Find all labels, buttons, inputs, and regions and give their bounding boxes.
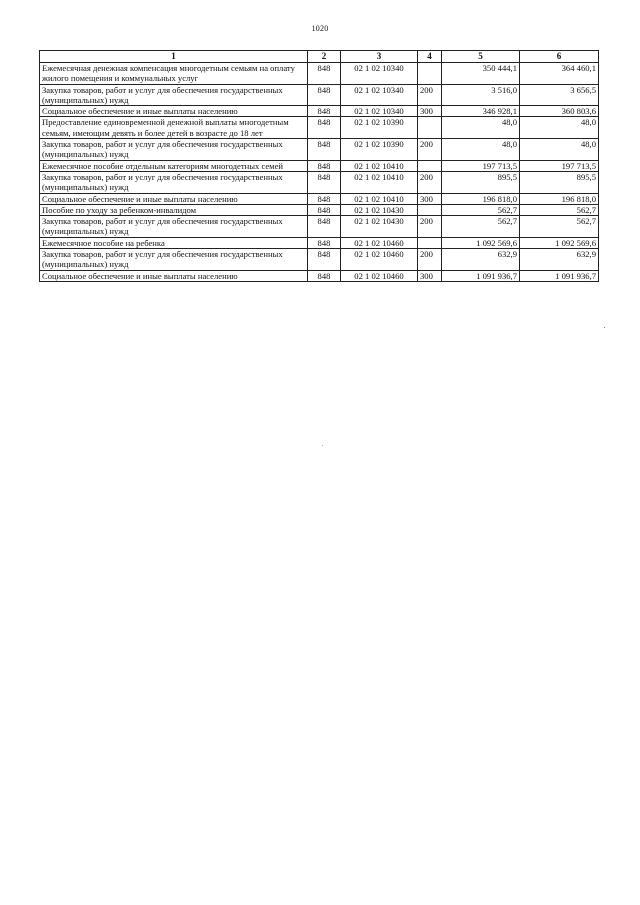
- page-number: 1020: [311, 24, 329, 33]
- column-header-2: 2: [308, 51, 341, 63]
- row-amount-6: 1 091 936,7: [520, 270, 599, 281]
- row-code-3: 02 1 02 10410: [341, 171, 418, 193]
- row-amount-6: 196 818,0: [520, 193, 599, 204]
- table-row: [40, 249, 599, 271]
- row-code-4: 200: [418, 84, 442, 106]
- column-header-5: 5: [442, 51, 520, 63]
- row-code-4: 200: [418, 139, 442, 161]
- row-code-2: 848: [308, 117, 341, 139]
- row-amount-6: 562,7: [520, 216, 599, 238]
- row-amount-6: 364 460,1: [520, 63, 599, 85]
- row-amount-6: 360 803,6: [520, 106, 599, 117]
- row-code-4: [418, 160, 442, 171]
- row-amount-5: 346 928,1: [442, 106, 520, 117]
- column-header-1: 1: [40, 51, 308, 63]
- row-code-4: [418, 237, 442, 248]
- row-code-2: 848: [308, 106, 341, 117]
- row-code-4: 300: [418, 270, 442, 281]
- row-amount-6: 48,0: [520, 117, 599, 139]
- row-amount-6: 48,0: [520, 139, 599, 161]
- row-amount-5: 196 818,0: [442, 193, 520, 204]
- table-header-row: [40, 51, 599, 63]
- row-amount-5: 562,7: [442, 216, 520, 238]
- row-amount-6: 197 713,5: [520, 160, 599, 171]
- row-code-2: 848: [308, 171, 341, 193]
- row-code-2: 848: [308, 237, 341, 248]
- row-name: Пособие по уходу за ребенком-инвалидом: [40, 204, 308, 215]
- row-code-4: 200: [418, 171, 442, 193]
- row-code-3: 02 1 02 10460: [341, 270, 418, 281]
- row-amount-5: 895,5: [442, 171, 520, 193]
- row-code-3: 02 1 02 10430: [341, 204, 418, 215]
- row-name: Закупка товаров, работ и услуг для обеспечения государственных (муниципальных) нужд: [40, 249, 308, 271]
- row-amount-6: 1 092 569,6: [520, 237, 599, 248]
- row-amount-5: 48,0: [442, 139, 520, 161]
- table-row: [40, 193, 599, 204]
- row-code-4: 200: [418, 249, 442, 271]
- row-name: Закупка товаров, работ и услуг для обеспечения государственных (муниципальных) нужд: [40, 84, 308, 106]
- row-amount-6: 3 656,5: [520, 84, 599, 106]
- row-code-2: 848: [308, 63, 341, 85]
- row-code-2: 848: [308, 193, 341, 204]
- row-code-3: 02 1 02 10390: [341, 117, 418, 139]
- row-code-4: 300: [418, 193, 442, 204]
- scan-speck: [322, 445, 323, 446]
- row-name: Ежемесячная денежная компенсация многодетным семьям на оплату жилого помещения и коммунальных услуг: [40, 63, 308, 85]
- table-row: [40, 106, 599, 117]
- scan-speck: [604, 327, 605, 328]
- row-amount-5: 48,0: [442, 117, 520, 139]
- row-name: Социальное обеспечение и иные выплаты населению: [40, 193, 308, 204]
- table-row: [40, 270, 599, 281]
- budget-table: [39, 50, 599, 282]
- row-amount-5: 350 444,1: [442, 63, 520, 85]
- table-row: [40, 237, 599, 248]
- row-name: Закупка товаров, работ и услуг для обеспечения государственных (муниципальных) нужд: [40, 171, 308, 193]
- row-code-2: 848: [308, 139, 341, 161]
- row-name: Социальное обеспечение и иные выплаты населению: [40, 106, 308, 117]
- table-row: [40, 171, 599, 193]
- row-name: Ежемесячное пособие отдельным категориям многодетных семей: [40, 160, 308, 171]
- table-row: [40, 139, 599, 161]
- row-amount-5: 632,9: [442, 249, 520, 271]
- row-amount-6: 632,9: [520, 249, 599, 271]
- table-row: [40, 204, 599, 215]
- row-code-3: 02 1 02 10390: [341, 139, 418, 161]
- row-name: Ежемесячное пособие на ребенка: [40, 237, 308, 248]
- row-code-2: 848: [308, 216, 341, 238]
- row-code-3: 02 1 02 10460: [341, 237, 418, 248]
- table-row: [40, 160, 599, 171]
- row-name: Социальное обеспечение и иные выплаты населению: [40, 270, 308, 281]
- row-code-4: 200: [418, 216, 442, 238]
- column-header-3: 3: [341, 51, 418, 63]
- row-code-4: [418, 204, 442, 215]
- row-code-3: 02 1 02 10340: [341, 106, 418, 117]
- row-code-4: 300: [418, 106, 442, 117]
- column-header-6: 6: [520, 51, 599, 63]
- table-row: [40, 63, 599, 85]
- row-code-3: 02 1 02 10460: [341, 249, 418, 271]
- row-code-2: 848: [308, 204, 341, 215]
- row-amount-5: 1 092 569,6: [442, 237, 520, 248]
- row-code-2: 848: [308, 249, 341, 271]
- row-amount-5: 197 713,5: [442, 160, 520, 171]
- row-code-2: 848: [308, 160, 341, 171]
- row-amount-5: 3 516,0: [442, 84, 520, 106]
- row-amount-5: 1 091 936,7: [442, 270, 520, 281]
- row-code-2: 848: [308, 270, 341, 281]
- row-amount-5: 562,7: [442, 204, 520, 215]
- table-row: [40, 117, 599, 139]
- row-code-3: 02 1 02 10410: [341, 193, 418, 204]
- row-code-3: 02 1 02 10340: [341, 63, 418, 85]
- row-code-4: [418, 117, 442, 139]
- row-code-4: [418, 63, 442, 85]
- row-amount-6: 895,5: [520, 171, 599, 193]
- row-amount-6: 562,7: [520, 204, 599, 215]
- row-code-2: 848: [308, 84, 341, 106]
- row-code-3: 02 1 02 10410: [341, 160, 418, 171]
- column-header-4: 4: [418, 51, 442, 63]
- table-row: [40, 216, 599, 238]
- row-name: Закупка товаров, работ и услуг для обеспечения государственных (муниципальных) нужд: [40, 139, 308, 161]
- row-name: Предоставление единовременной денежной выплаты многодетным семьям, имеющим девять и более детей в возрасте до 18 лет: [40, 117, 308, 139]
- table-row: [40, 84, 599, 106]
- row-name: Закупка товаров, работ и услуг для обеспечения государственных (муниципальных) нужд: [40, 216, 308, 238]
- row-code-3: 02 1 02 10340: [341, 84, 418, 106]
- row-code-3: 02 1 02 10430: [341, 216, 418, 238]
